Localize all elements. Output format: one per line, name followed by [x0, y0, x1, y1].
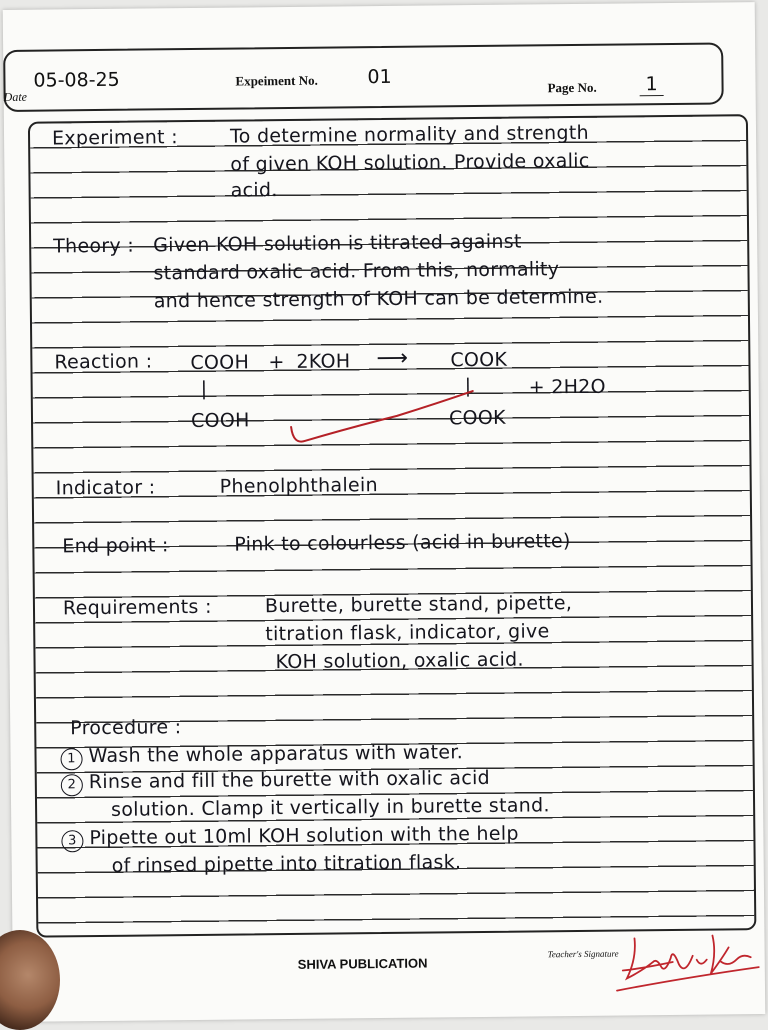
reaction-water: + 2H2O — [528, 375, 607, 399]
page-no-label: Page No. — [547, 79, 597, 96]
check-mark-icon — [287, 387, 478, 459]
indicator-value: Phenolphthalein — [219, 474, 379, 498]
reaction-plus: + — [268, 351, 285, 374]
requirements-line: titration flask, indicator, give — [265, 620, 550, 646]
theory-line: Given KOH solution is titrated against — [153, 230, 522, 257]
reaction-left-top: COOH — [190, 351, 250, 375]
procedure-step-2-cont: solution. Clamp it vertically in burette stand. — [110, 794, 550, 821]
requirements-line: KOH solution, oxalic acid. — [275, 648, 524, 674]
ruled-content-area — [28, 114, 757, 937]
reaction-left-bottom: COOH — [190, 409, 250, 433]
endpoint-value: Pink to colourless (acid in burette) — [234, 530, 571, 556]
theory-line: and hence strength of KOH can be determine. — [153, 285, 604, 313]
endpoint-heading: End point : — [62, 534, 169, 558]
step-text: Pipette out 10ml KOH solution with the help — [89, 822, 519, 850]
reaction-right-top: COOK — [450, 348, 508, 372]
date-value: 05-08-25 — [33, 68, 120, 92]
step-number: 3 — [61, 830, 83, 852]
page-no-value: 1 — [639, 73, 663, 96]
procedure-step-2 — [61, 767, 490, 796]
step-number: 2 — [61, 774, 83, 796]
experiment-heading: Experiment : — [51, 126, 179, 150]
reaction-reagent: 2KOH — [296, 350, 351, 373]
date-label: Date — [3, 89, 28, 104]
header-box — [3, 42, 724, 112]
indicator-heading: Indicator : — [55, 476, 156, 500]
signature-label: Teacher's Signature — [547, 948, 619, 960]
reaction-right-bottom: COOK — [448, 406, 506, 430]
notebook-page — [3, 2, 766, 1022]
requirements-heading: Requirements : — [62, 595, 212, 620]
experiment-line: acid. — [230, 179, 278, 202]
requirements-line: Burette, burette stand, pipette, — [264, 592, 573, 618]
step-number: 1 — [60, 748, 82, 770]
reaction-bond-left: | — [200, 377, 208, 400]
publisher-name: SHIVA PUBLICATION — [297, 955, 428, 972]
procedure-step-1 — [60, 741, 463, 770]
experiment-no-label: Expeiment No. — [235, 72, 318, 89]
step-text: Wash the whole apparatus with water. — [88, 741, 464, 768]
reaction-arrow: ⟶ — [376, 345, 409, 372]
procedure-heading: Procedure : — [70, 716, 182, 740]
theory-line: standard oxalic acid. From this, normality — [153, 258, 560, 285]
experiment-no-value: 01 — [367, 65, 392, 89]
reaction-bond-right: | — [464, 375, 472, 398]
theory-heading: Theory : — [53, 234, 135, 258]
procedure-step-3-cont: of rinsed pipette into titration flask. — [111, 851, 462, 877]
experiment-line: To determine normality and strength — [229, 121, 590, 148]
step-text: Rinse and fill the burette with oxalic acid — [88, 766, 491, 794]
procedure-step-3 — [61, 823, 519, 853]
reaction-heading: Reaction : — [54, 350, 153, 374]
teacher-signature-icon — [612, 917, 763, 999]
experiment-line: of given KOH solution. Provide oxalic — [230, 149, 590, 176]
